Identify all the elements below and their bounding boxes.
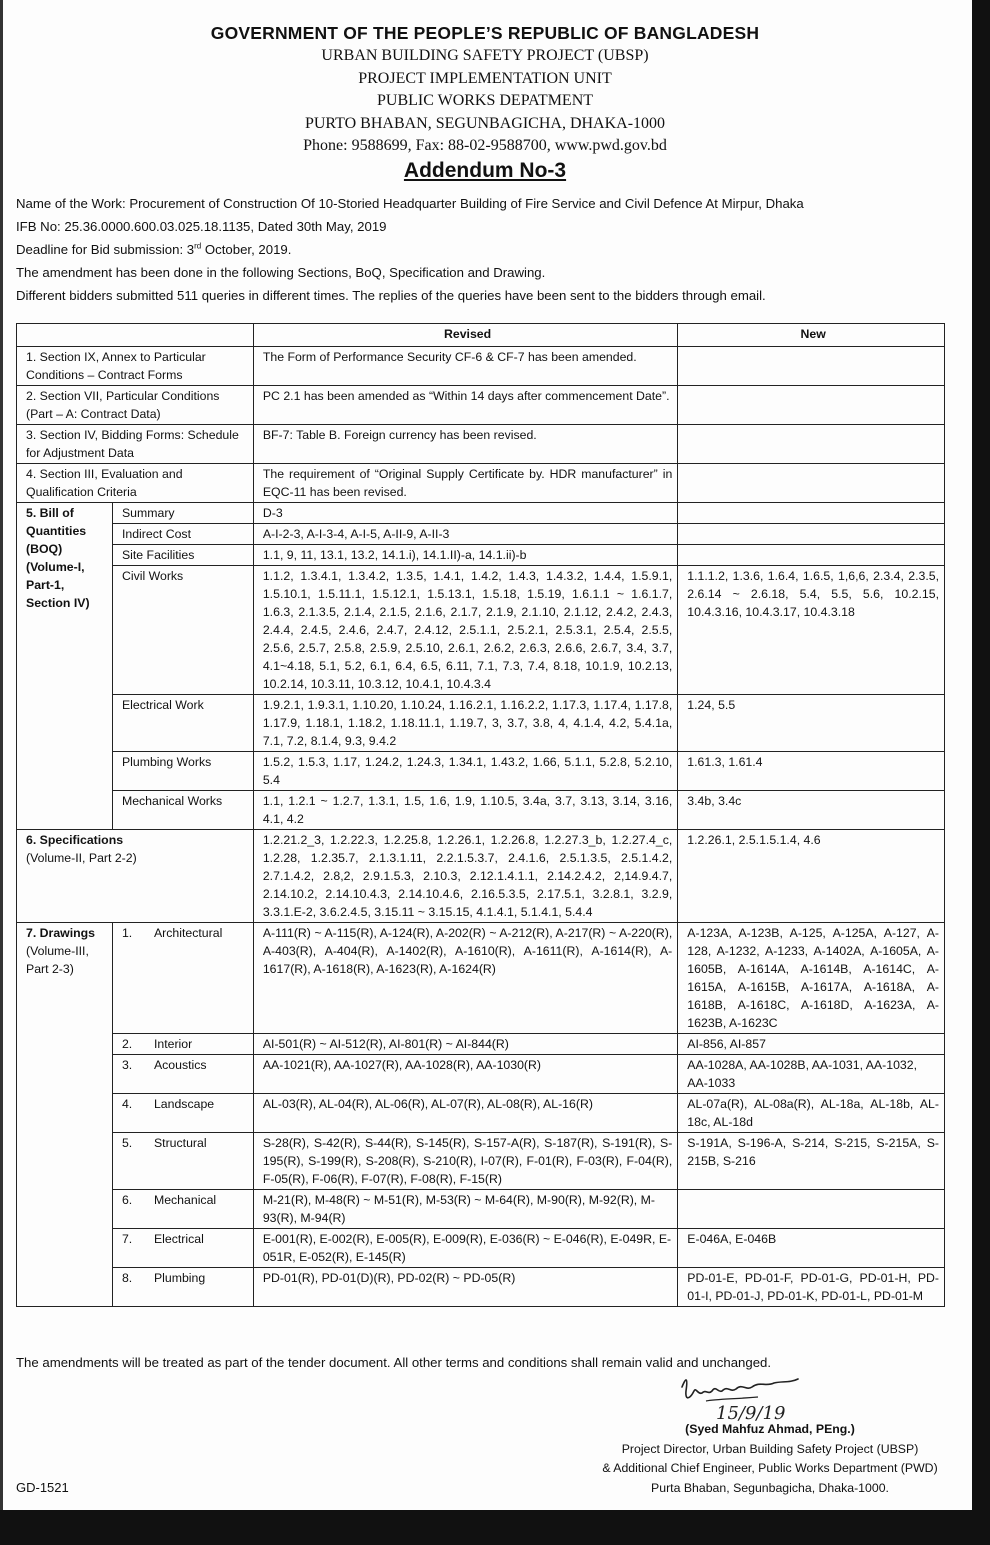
revised-cell: The requirement of “Original Supply Certificate by. HDR manufacturer” in EQC-11 has been revised. (253, 464, 677, 503)
new-cell: 1.61.3, 1.61.4 (678, 752, 945, 791)
table-row (17, 1133, 945, 1190)
document-code: GD-1521 (16, 1480, 69, 1495)
revised-cell: S-28(R), S-42(R), S-44(R), S-145(R), S-157-A(R), S-187(R), S-191(R), S-195(R), S-199(R), S-208(R), S-210(R), I-07(R), F-01(R), F-03(R), F-04(R), F-05(R), F-06(R), F-07(R), F-08(R), F-15(R) (253, 1133, 677, 1190)
table-row (17, 791, 945, 830)
intro-block (16, 192, 966, 307)
table-row (17, 830, 945, 923)
scan-edge-bottom (0, 1510, 990, 1545)
table-row (17, 695, 945, 752)
drawing-type: 3. Acoustics (112, 1055, 253, 1094)
amendment-note: The amendment has been done in the following Sections, BoQ, Specification and Drawing. (16, 265, 546, 280)
table-row (17, 923, 945, 1034)
revised-cell: A-I-2-3, A-I-3-4, A-I-5, A-II-9, A-II-3 (253, 524, 677, 545)
revised-cell: 1.1, 1.2.1 ~ 1.2.7, 1.3.1, 1.5, 1.6, 1.9, 1.10.5, 3.4a, 3.7, 3.13, 3.14, 3.16, 4.1, 4.2 (253, 791, 677, 830)
section-label: 3. Section IV, Bidding Forms: Schedule for Adjustment Data (17, 425, 254, 464)
scan-edge-left (0, 0, 3, 1545)
new-cell: AI-856, AI-857 (678, 1034, 945, 1055)
new-cell: S-191A, S-196-A, S-214, S-215, S-215A, S-215B, S-216 (678, 1133, 945, 1190)
boq-item-name: Mechanical Works (112, 791, 253, 830)
new-cell (678, 1190, 945, 1229)
address: PURTO BHABAN, SEGUNBAGICHA, DHAKA-1000 (304, 114, 666, 132)
new-cell (678, 524, 945, 545)
table-row (17, 1190, 945, 1229)
new-cell: 3.4b, 3.4c (678, 791, 945, 830)
new-cell (678, 425, 945, 464)
boq-item-name: Site Facilities (112, 545, 253, 566)
header-blank-cell (17, 324, 254, 347)
revised-cell: PC 2.1 has been amended as “Within 14 days after commencement Date”. (253, 386, 677, 425)
queries-note: Different bidders submitted 511 queries in different times. The replies of the queries have been sent to the bidders through email. (16, 288, 766, 303)
boq-item-name: Electrical Work (112, 695, 253, 752)
table-row (17, 1229, 945, 1268)
drawing-type: 2. Interior (112, 1034, 253, 1055)
deadline: Deadline for Bid submission: 3rd October, 2019. (16, 241, 292, 257)
revised-cell: E-001(R), E-002(R), E-005(R), E-009(R), E-036(R) ~ E-046(R), E-049R, E-051R, E-052(R), E-145(R) (253, 1229, 677, 1268)
drawings-label: 7. Drawings (Volume-III, Part 2-3) (17, 923, 113, 1307)
new-cell: 1.24, 5.5 (678, 695, 945, 752)
signature-date: 15/9/19 (716, 1403, 786, 1423)
boq-item-name: Summary (112, 503, 253, 524)
table-row (17, 524, 945, 545)
revised-cell: The Form of Performance Security CF-6 & CF-7 has been amended. (253, 347, 677, 386)
signatory-title-2: & Additional Chief Engineer, Public Works Department (PWD) (602, 1461, 938, 1475)
page-title: Addendum No-3 (403, 158, 567, 182)
section-label: 4. Section III, Evaluation and Qualification Criteria (17, 464, 254, 503)
revised-cell: M-21(R), M-48(R) ~ M-51(R), M-53(R) ~ M-64(R), M-90(R), M-92(R), M-93(R), M-94(R) (253, 1190, 677, 1229)
revised-cell: AA-1021(R), AA-1027(R), AA-1028(R), AA-1030(R) (253, 1055, 677, 1094)
new-cell (678, 503, 945, 524)
drawing-type: 5. Structural (112, 1133, 253, 1190)
revised-cell: AI-501(R) ~ AI-512(R), AI-801(R) ~ AI-844(R) (253, 1034, 677, 1055)
amendment-table (16, 323, 945, 1307)
table-row (17, 1094, 945, 1133)
project-name: URBAN BUILDING SAFETY PROJECT (UBSP) (321, 47, 649, 64)
table-row (17, 1034, 945, 1055)
signatory-name: (Syed Mahfuz Ahmad, PEng.) (685, 1422, 855, 1436)
header-new: New (678, 324, 945, 347)
table-row (17, 347, 945, 386)
table-row (17, 464, 945, 503)
government-heading: GOVERNMENT OF THE PEOPLE’S REPUBLIC OF BANGLADESH (210, 23, 760, 43)
revised-cell: A-111(R) ~ A-115(R), A-124(R), A-202(R) ~ A-212(R), A-217(R) ~ A-220(R), A-403(R), A-404(R), A-1402(R), A-1610(R), A-1611(R), A-1614(R), A-1617(R), A-1618(R), A-1623(R), A-1624(R) (253, 923, 677, 1034)
table-row (17, 1055, 945, 1094)
ifb-number: IFB No: 25.36.0000.600.03.025.18.1135, Dated 30th May, 2019 (16, 219, 387, 234)
table-row (17, 545, 945, 566)
new-cell (678, 545, 945, 566)
table-header-row (17, 324, 945, 347)
boq-item-name: Civil Works (112, 566, 253, 695)
revised-cell: 1.9.2.1, 1.9.3.1, 1.10.20, 1.10.24, 1.16.2.1, 1.16.2.2, 1.17.3, 1.17.4, 1.17.8, 1.17.9, 1.18.1, 1.18.2, 1.18.11.1, 1.19.7, 3, 3.7, 3.8, 4, 4.1.4, 4.2, 5.4.1a, 7.1, 7.2, 8.1.4, 9.3, 9.4.2 (253, 695, 677, 752)
table-row (17, 425, 945, 464)
header-revised: Revised (253, 324, 677, 347)
drawing-type: 7. Electrical (112, 1229, 253, 1268)
new-cell (678, 386, 945, 425)
signatory-address: Purta Bhaban, Segunbagicha, Dhaka-1000. (651, 1480, 889, 1495)
boq-item-name: Plumbing Works (112, 752, 253, 791)
new-cell: E-046A, E-046B (678, 1229, 945, 1268)
revised-cell: PD-01(R), PD-01(D)(R), PD-02(R) ~ PD-05(R) (253, 1268, 677, 1307)
new-cell: 1.1.1.2, 1.3.6, 1.6.4, 1.6.5, 1,6,6, 2.3.4, 2.3.5, 2.6.14 ~ 2.6.18, 5.4, 5.5, 5.6, 10.2.15, 10.4.3.16, 10.4.3.17, 10.4.3.18 (678, 566, 945, 695)
revised-cell: BF-7: Table B. Foreign currency has been revised. (253, 425, 677, 464)
handwritten-signature (676, 1373, 826, 1423)
table-row (17, 752, 945, 791)
table-row (17, 1268, 945, 1307)
revised-cell: 1.1.2, 1.3.4.1, 1.3.4.2, 1.3.5, 1.4.1, 1.4.2, 1.4.3, 1.4.3.2, 1.4.4, 1.5.9.1, 1.5.10.1, 1.5.11.1, 1.5.12.1, 1.5.13.1, 1.5.18, 1.5.19, 1.6.1.1 ~ 1.6.1.7, 1.6.3, 2.1.3.5, 2.1.4, 2.1.5, 2.1.6, 2.1.7, 2.1.9, 2.1.10, 2.1.12, 2.4.2, 2.4.3, 2.4.4, 2.4.5, 2.4.6, 2.4.7, 2.4.12, 2.5.1.1, 2.5.2.1, 2.5.3.1, 2.5.4, 2.5.5, 2.5.6, 2.5.7, 2.5.8, 2.5.9, 2.5.10, 2.6.1, 2.6.2, 2.6.3, 2.6.6, 2.6.7, 3.4, 3.7, 4.1~4.18, 5.1, 5.2, 6.1, 6.4, 6.5, 6.11, 7.1, 7.3, 7.4, 8.18, 10.1.9, 10.2.13, 10.2.14, 10.3.11, 10.3.12, 10.4.1, 10.4.3.4 (253, 566, 677, 695)
new-cell: PD-01-E, PD-01-F, PD-01-G, PD-01-H, PD-01-I, PD-01-J, PD-01-K, PD-01-L, PD-01-M (678, 1268, 945, 1307)
unit-name: PROJECT IMPLEMENTATION UNIT (358, 69, 612, 87)
work-name: Name of the Work: Procurement of Construction Of 10-Storied Headquarter Building of Fire Service and Civil Defence At Mirpur, Dhaka (16, 196, 804, 211)
new-cell (678, 464, 945, 503)
new-cell: AL-07a(R), AL-08a(R), AL-18a, AL-18b, AL-18c, AL-18d (678, 1094, 945, 1133)
drawing-type: 6. Mechanical (112, 1190, 253, 1229)
spec-label: 6. Specifications (Volume-II, Part 2-2) (17, 830, 254, 923)
boq-item-name: Indirect Cost (112, 524, 253, 545)
drawing-type: 8. Plumbing (112, 1268, 253, 1307)
signatory-title: Project Director, Urban Building Safety Project (UBSP) (621, 1441, 919, 1456)
revised-cell: D-3 (253, 503, 677, 524)
contact-line: Phone: 9588699, Fax: 88-02-9588700, www.pwd.gov.bd (303, 137, 667, 154)
new-cell: AA-1028A, AA-1028B, AA-1031, AA-1032, AA-1033 (678, 1055, 945, 1094)
table-row (17, 503, 945, 524)
section-label: 1. Section IX, Annex to Particular Conditions – Contract Forms (17, 347, 254, 386)
revised-cell: AL-03(R), AL-04(R), AL-06(R), AL-07(R), AL-08(R), AL-16(R) (253, 1094, 677, 1133)
boq-label: 5. Bill of Quantities (BOQ) (Volume-I, Part-1, Section IV) (17, 503, 113, 830)
table-row (17, 386, 945, 425)
scan-edge-right (972, 0, 990, 1545)
new-cell: A-123A, A-123B, A-125, A-125A, A-127, A-128, A-1232, A-1233, A-1402A, A-1605A, A-1605B, A-1614A, A-1614B, A-1614C, A-1615A, A-1615B, A-1617A, A-1618A, A-1618B, A-1618C, A-1618D, A-1623A, A-1623B, A-1623C (678, 923, 945, 1034)
revised-cell: 1.1, 9, 11, 13.1, 13.2, 14.1.i), 14.1.II)-a, 14.1.ii)-b (253, 545, 677, 566)
drawing-type: 4. Landscape (112, 1094, 253, 1133)
letterhead (0, 22, 970, 184)
revised-cell: 1.5.2, 1.5.3, 1.17, 1.24.2, 1.24.3, 1.34.1, 1.43.2, 1.66, 5.1.1, 5.2.8, 5.2.10, 5.4 (253, 752, 677, 791)
new-cell: 1.2.26.1, 2.5.1.5.1.4, 4.6 (678, 830, 945, 923)
new-cell (678, 347, 945, 386)
table-row (17, 566, 945, 695)
closing-statement: The amendments will be treated as part of the tender document. All other terms and conditions shall remain valid and unchanged. (16, 1355, 772, 1370)
revised-cell: 1.2.21.2_3, 1.2.22.3, 1.2.25.8, 1.2.26.1, 1.2.26.8, 1.2.27.3_b, 1.2.27.4_c, 1.2.28, 1.2.35.7, 2.1.3.1.11, 2.2.1.5.3.7, 2.4.1.6, 2.5.1.3.5, 2.5.1.4.2, 2.7.1.4.2, 2.8,2, 2.9.1.5.3, 2.10.3, 2.12.1.4.1.1, 2.14.2.4.2, 2,14.9.4.7, 2.14.10.2, 2.14.10.4.3, 2.14.10.4.6, 2.16.5.3.5, 2.17.5.1, 3.2.8.1, 3.2.9, 3.3.1.E-2, 3.6.2.4.5, 3.15.11 ~ 3.15.15, 4.1.4.1, 5.1.4.1, 5.4.4 (253, 830, 677, 923)
section-label: 2. Section VII, Particular Conditions (Part – A: Contract Data) (17, 386, 254, 425)
signatory-block (560, 1420, 980, 1498)
drawing-type: 1. Architectural (112, 923, 253, 1034)
department-name: PUBLIC WORKS DEPATMENT (376, 92, 594, 109)
